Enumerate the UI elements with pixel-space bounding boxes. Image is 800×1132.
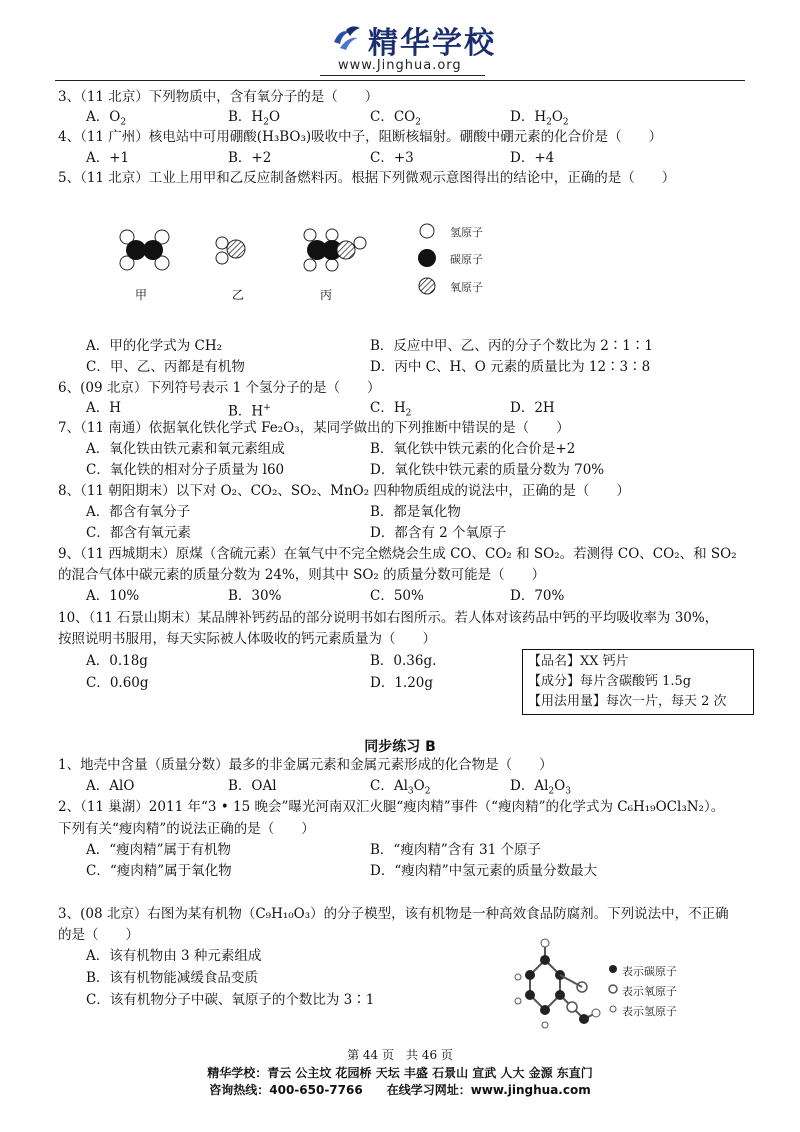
molecule-jia (120, 230, 169, 270)
medicine-info-box (522, 649, 754, 715)
q8-option-a: A．都含有氧分子 (86, 504, 191, 520)
b3-option-a: A．该有机物由 3 种元素组成 (86, 948, 262, 964)
q9-option-b: B．30% (228, 588, 282, 604)
q4-option-a: A．+1 (86, 150, 130, 166)
organic-molecule-model (510, 935, 605, 1035)
q10-option-a: A．0.18g (86, 653, 148, 669)
b2-option-a: A．“瘦肉精”属于有机物 (86, 842, 232, 858)
label-jia: 甲 (135, 288, 148, 302)
header-underline (320, 75, 485, 76)
q3-option-d: D．$H_2O_2$ (510, 109, 569, 128)
molecule-diagram (110, 225, 380, 285)
legend-carbon: 碳原子 (450, 253, 483, 266)
q10-option-c: C．0.60g (86, 675, 149, 691)
school-url: www.Jinghua.org (338, 58, 462, 73)
question-8-stem: 8、（11 朝阳期末）以下对 O₂、CO₂、SO₂、MnO₂ 四种物质组成的说法中，正确的是（ ） (58, 483, 630, 499)
q3-option-a: A．$O_2$ (86, 109, 127, 128)
b2-option-d: D．“瘦肉精”中氢元素的质量分数最大 (370, 863, 598, 879)
school-logo-icon (330, 22, 362, 54)
question-b1-stem: 1、地壳中含量（质量分数）最多的非金属元素和金属元素形成的化合物是（ ） (58, 757, 553, 773)
question-9-line-1: 9、（11 西城期末）原煤（含硫元素）在氧气中不完全燃烧会生成 CO、CO₂ 和 SO₂。若测得 CO、CO₂、和 SO₂ (58, 546, 737, 562)
question-b3-line-2: 的是（ ） (58, 927, 139, 943)
footer-campuses: 精华学校：青云 公主坟 花园桥 天坛 丰盛 石景山 宣武 人大 金源 东直门 (207, 1066, 593, 1080)
b1-option-a: A．AlO (86, 778, 135, 794)
molecule-yi (216, 237, 245, 264)
legend-hydrogen-atom: 表示氢原子 (622, 1005, 677, 1018)
footer-contact: 咨询热线：400-650-7766 在线学习网址：www.jinghua.com (209, 1083, 591, 1097)
header-rule (55, 80, 745, 81)
question-4-stem: 4、（11 广州）核电站中可用硼酸(H₃BO₃)吸收中子，阻断核辐射。硼酸中硼元素的化合价是（ ） (58, 129, 663, 145)
b3-legend-icons (605, 962, 621, 1017)
school-name: 精华学校 (368, 26, 496, 61)
question-b3-line-1: 3、(08 北京）右图为某有机物（C₉H₁₀O₃）的分子模型，该有机物是一种高效食品防腐剂。下列说法中，不正确 (58, 906, 729, 922)
question-3-stem: 3、（11 北京）下列物质中，含有氧分子的是（ ） (58, 89, 379, 105)
question-10-line-2: 按照说明书服用，每天实际被人体吸收的钙元素质量为（ ） (58, 631, 436, 647)
legend-oxygen-atom: 表示氧原子 (622, 985, 677, 998)
question-b2-line-1: 2、（11 巢湖）2011 年“3 • 15 晚会”曝光河南双汇火腿“瘦肉精”事件（“瘦肉精”的化学式为 C₆H₁₉OCl₃N₂）。 (58, 799, 725, 815)
q4-option-c: C．+3 (370, 150, 414, 166)
q7-option-b: B．氧化铁中铁元素的化合价是+2 (370, 441, 576, 457)
q4-option-b: B．+2 (228, 150, 272, 166)
page-number: 第 44 页 共 46 页 (347, 1048, 453, 1062)
info-product-name: 【品名】XX 钙片 (528, 654, 629, 669)
q7-option-a: A．氧化铁由铁元素和氧元素组成 (86, 441, 285, 457)
b1-option-c: C．$Al_3O_2$ (370, 778, 431, 797)
q5-option-c: C．甲、乙、丙都是有机物 (86, 359, 245, 375)
q5-legend-icons (412, 220, 442, 300)
q3-option-c: C．$CO_2$ (370, 109, 421, 128)
q6-option-c: C．$H_2$ (370, 400, 412, 419)
legend-oxygen: 氧原子 (450, 281, 483, 294)
q10-option-b: B．0.36g. (370, 653, 437, 669)
question-9-line-2: 的混合气体中碳元素的质量分数为 24%，则其中 SO₂ 的质量分数可能是（ ） (58, 567, 546, 583)
q5-option-b: B．反应中甲、乙、丙的分子个数比为 2∶1∶1 (370, 338, 653, 354)
label-yi: 乙 (232, 288, 245, 302)
q8-option-c: C．都含有氧元素 (86, 525, 191, 541)
b1-option-d: D．$Al_2O_3$ (510, 778, 571, 797)
q9-option-a: A．10% (86, 588, 140, 604)
q6-option-d: D．2H (510, 400, 555, 416)
info-ingredients: 【成分】每片含碳酸钙 1.5g (528, 674, 692, 689)
q6-option-a: A．H (86, 400, 122, 416)
section-b-title: 同步练习 B (364, 739, 436, 755)
legend-carbon-atom: 表示碳原子 (622, 965, 677, 978)
b2-option-c: C．“瘦肉精”属于氧化物 (86, 863, 232, 879)
question-7-stem: 7、（11 南通）依据氧化铁化学式 Fe₂O₃，某同学做出的下列推断中错误的是（ ） (58, 420, 570, 436)
b2-option-b: B．“瘦肉精”含有 31 个原子 (370, 842, 541, 858)
q3-option-b: B．$H_2O$ (228, 109, 281, 128)
question-6-stem: 6、(09 北京）下列符号表示 1 个氢分子的是（ ） (58, 380, 381, 396)
question-b2-line-2: 下列有关“瘦肉精”的说法正确的是（ ） (58, 821, 315, 837)
q9-option-c: C．50% (370, 588, 424, 604)
q5-option-d: D．丙中 C、H、O 元素的质量比为 12∶3∶8 (370, 359, 651, 375)
info-dosage: 【用法用量】每次一片，每天 2 次 (528, 694, 727, 709)
question-10-line-1: 10、（11 石景山期末）某品牌补钙药品的部分说明书如右图所示。若人体对该药品中钙的平均吸收率为 30%， (58, 610, 719, 626)
q6-option-b: B．H+ (228, 403, 271, 420)
b3-option-c: C．该有机物分子中碳、氧原子的个数比为 3∶1 (86, 992, 375, 1008)
q7-option-d: D．氧化铁中铁元素的质量分数为 70% (370, 462, 605, 478)
b3-option-b: B．该有机物能减缓食品变质 (86, 970, 258, 986)
q7-option-c: C．氧化铁的相对分子质量为 l60 (86, 462, 285, 478)
legend-hydrogen: 氢原子 (450, 226, 483, 239)
page-header (0, 0, 800, 82)
label-bing: 丙 (320, 288, 333, 302)
q10-option-d: D．1.20g (370, 675, 434, 691)
q8-option-b: B．都是氧化物 (370, 504, 461, 520)
q9-option-d: D．70% (510, 588, 565, 604)
q4-option-d: D．+4 (510, 150, 555, 166)
q5-option-a: A．甲的化学式为 CH₂ (86, 338, 223, 354)
b1-option-b: B．OAl (228, 778, 277, 794)
q8-option-d: D．都含有 2 个氧原子 (370, 525, 506, 541)
question-5-stem: 5、（11 北京）工业上用甲和乙反应制备燃料丙。根据下列微观示意图得出的结论中，正确的是（ ） (58, 170, 676, 186)
molecule-bing (304, 229, 366, 271)
